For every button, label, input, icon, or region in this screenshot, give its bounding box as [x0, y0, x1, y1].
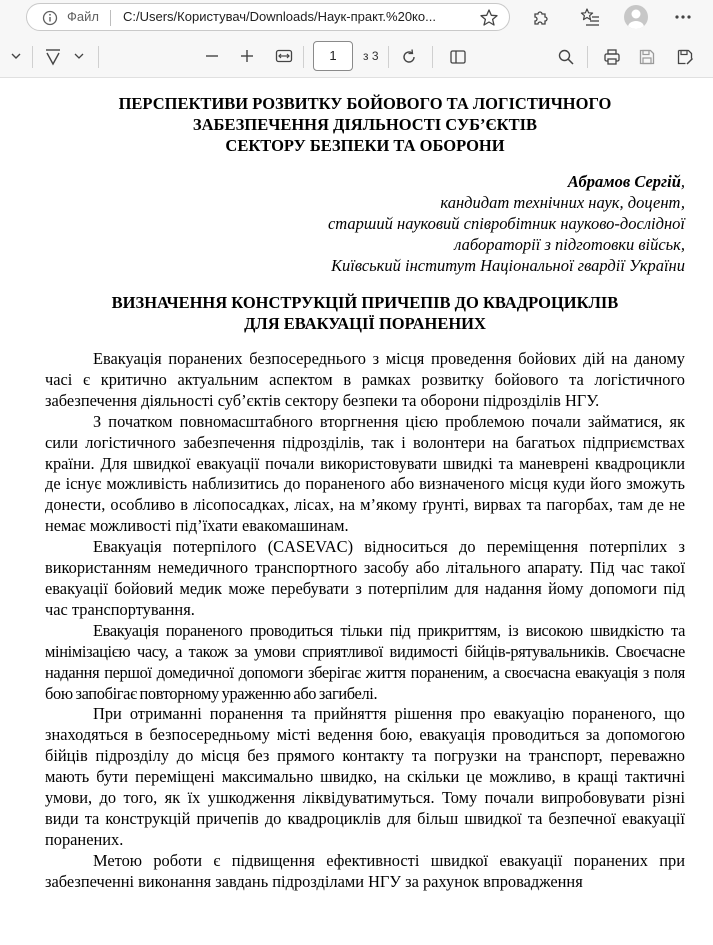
article-body — [45, 349, 685, 893]
highlight-options-chevron-icon[interactable] — [72, 48, 86, 68]
author-line: лабораторії з підготовки військ, — [454, 235, 685, 254]
article-title-line: ВИЗНАЧЕННЯ КОНСТРУКЦІЙ ПРИЧЕПІВ ДО КВАДРОЦИКЛІВ — [111, 293, 619, 312]
paragraph: Евакуація пораненого проводиться тільки під прикриттям, із високою швидкістю та мінімізацією часу, а також за умови сприятливої видимості бійців-рятувальників. Своєчасне надання першої домедичної допомоги зберігає життя пораненим, а своєчасна евакуація з поля бою запобігає повторному ураженню або загибелі. — [45, 620, 685, 703]
chevron-down-icon[interactable] — [8, 48, 24, 68]
zoom-out-icon[interactable] — [204, 48, 220, 68]
divider — [388, 46, 389, 68]
paragraph: Евакуація поранених безпосереднього з місця проведення бойових дій на даному часі є критично актуальним аспектом в рамках розвитку бойового та логістичного забезпечення діяльності суб’єктів сектору безпеки та оборони підрозділів НГУ. — [45, 349, 685, 410]
more-menu-icon[interactable] — [673, 7, 693, 31]
author-block: Абрамов Сергій, кандидат технічних наук, доцент, старший науковий співробітник науково-дослідної лабораторії з підготовки військ, Київський інститут Національної гвардії України — [45, 171, 685, 276]
search-icon[interactable] — [557, 48, 575, 70]
pdf-page — [0, 78, 713, 945]
zoom-in-icon[interactable] — [239, 48, 255, 68]
divider — [32, 46, 33, 68]
paragraph: З початком повномасштабного вторгнення цією проблемою почали займатися, як сили логістичного забезпечення підрозділів, так і волонтери на багатьох підприємствах країни. Для швидкої евакуації почали використовувати швидкі та маневрені квадроцикли де існує можливість наблизитись до пораненого або визначеного місця куди його зможуть донести, особливо в лісопосадках, лісах, на м’якому ґрунті, вирвах та пагорбах, там де не немає можливості під’їхати евакомашинам. — [45, 411, 685, 536]
address-bar[interactable] — [26, 3, 510, 31]
fit-width-icon[interactable] — [275, 48, 293, 68]
title-line: СЕКТОРУ БЕЗПЕКИ ТА ОБОРОНИ — [225, 136, 505, 155]
save-as-icon[interactable] — [676, 48, 694, 70]
author-line: Київський інститут Національної гвардії України — [331, 256, 685, 275]
browser-address-row — [0, 0, 713, 36]
conference-title — [40, 93, 690, 156]
author-name: Абрамов Сергій — [567, 172, 681, 191]
extensions-icon[interactable] — [531, 7, 551, 31]
info-icon[interactable] — [42, 10, 58, 30]
paragraph: Евакуація потерпілого (CASEVAC) відноситься до переміщення потерпілих з використанням немедичного транспортного засобу або літального апарату. Під час такої евакуації бойовий медик може перебувати з потерпілим для надання йому допомоги під час транспортування. — [45, 537, 685, 619]
divider — [432, 46, 433, 68]
page-view-icon[interactable] — [449, 48, 467, 70]
scheme-label: Файл — [67, 9, 99, 24]
page-count: з 3 — [363, 49, 379, 63]
title-line: ЗАБЕЗПЕЧЕННЯ ДІЯЛЬНОСТІ СУБ’ЄКТІВ — [192, 115, 538, 134]
article-title — [40, 292, 690, 334]
pdf-toolbar — [0, 36, 713, 78]
divider — [587, 46, 588, 68]
url-text[interactable]: C:/Users/Користувач/Downloads/Наук-практ.%20ко... — [123, 9, 436, 24]
divider — [110, 10, 111, 26]
title-line: ПЕРСПЕКТИВИ РОЗВИТКУ БОЙОВОГО ТА ЛОГІСТИЧНОГО — [118, 94, 612, 113]
rotate-icon[interactable] — [400, 48, 418, 70]
paragraph: Метою роботи є підвищення ефективності швидкої евакуації поранених при забезпеченні виконання завдань підрозділами НГУ за рахунок впровадження — [45, 850, 685, 891]
print-icon[interactable] — [603, 48, 621, 70]
article-title-line: ДЛЯ ЕВАКУАЦІЇ ПОРАНЕНИХ — [244, 314, 486, 333]
highlight-icon[interactable] — [44, 48, 62, 70]
favorites-list-icon[interactable] — [580, 7, 600, 31]
author-line: кандидат технічних наук, доцент, — [440, 193, 685, 212]
save-icon[interactable] — [638, 48, 656, 70]
author-line: старший науковий співробітник науково-дослідної — [327, 214, 685, 233]
page-number-input[interactable]: 1 — [313, 41, 353, 71]
paragraph: При отриманні поранення та прийняття рішення про евакуацію пораненого, що знаходяться в безпосередньому місті ведення бою, евакуація проводиться за допомогою бійців підрозділу до місця без прямого контакту та погрузки на транспорт, переважно мають бути переміщені максимально швидко, на скільки це можливо, в кращі тактичні умови, до того, як їх ушкодження ліквідуватимуться. Тому почали випробовувати різні види та конструкцій причепів до квадроциклів для більш швидкої та безпечної евакуації поранених. — [45, 704, 685, 849]
divider — [98, 46, 99, 68]
divider — [303, 46, 304, 68]
profile-avatar-icon[interactable] — [624, 5, 648, 29]
favorite-star-icon[interactable] — [479, 8, 499, 32]
